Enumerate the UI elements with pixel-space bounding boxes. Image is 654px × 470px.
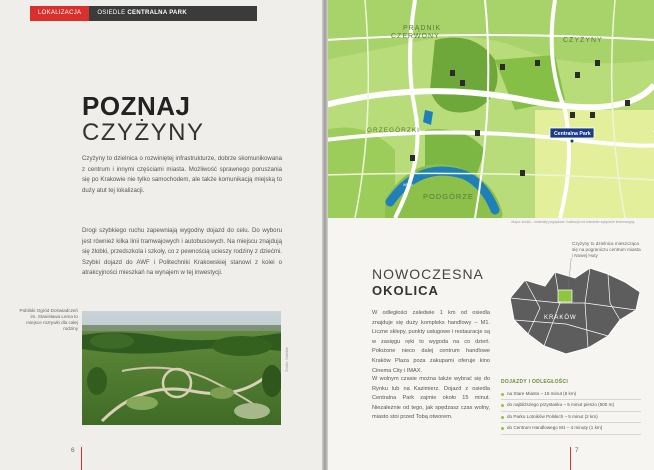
section-title-line2: OKOLICA bbox=[372, 283, 439, 298]
page-number-rule bbox=[570, 447, 571, 470]
estate-marker-label: Centralna Park bbox=[554, 131, 591, 137]
page-title-line1: POZNAJ bbox=[82, 91, 191, 121]
bullet-icon bbox=[501, 416, 504, 419]
bullet-icon bbox=[501, 393, 504, 396]
section-title-line1: NOWOCZESNA bbox=[372, 266, 484, 282]
map-label-czyzyny: CZYŻYNY bbox=[563, 37, 603, 44]
access-item-text: do najbliższego przystanku – 5 minut pieszo (500 m) bbox=[507, 402, 614, 408]
photo-credit: Źródło: Satellite bbox=[285, 347, 289, 372]
right-page bbox=[325, 0, 654, 470]
czyzyny-highlight bbox=[558, 290, 572, 302]
page-number: 7 bbox=[575, 447, 579, 454]
map-label-pradnik: PRĄDNIK CZERWONY bbox=[391, 25, 442, 40]
list-item bbox=[501, 400, 641, 411]
estate-prefix: OSIEDLE bbox=[97, 10, 126, 16]
map-label-river: Wisła bbox=[403, 182, 413, 187]
list-item bbox=[501, 412, 641, 423]
transport-paragraph: Drogi szybkiego ruchu zapewniają wygodny dojazd do celu. Do wyboru jest również kilka linii tramwajowych i autobusowych. Na miejscu znajdują się żłobki, przedszkola i szkoły, co z pewnością ucieszy rodziny z dziećmi. Szybki dojazd do AWF i Politechniki Krakowskiej stanowi z kolei o atrakcyjności mieszkań na wynajem w tej inwestycji. bbox=[82, 227, 282, 277]
access-list bbox=[501, 389, 641, 435]
page-number: 6 bbox=[71, 447, 75, 454]
left-page bbox=[0, 0, 325, 470]
access-title: DOJAZDY I ODLEGŁOŚCI bbox=[501, 379, 569, 385]
map-label-podgorze: PODGÓRZE bbox=[423, 192, 474, 201]
map-label-grzegorzki: GRZEGÓRZKI bbox=[367, 127, 420, 134]
krakow-city-map bbox=[500, 258, 645, 360]
park-aerial-photo bbox=[82, 311, 281, 425]
access-item-text: do Parku Lotników Polskich – 5 minut (2 km) bbox=[507, 413, 598, 419]
section-header bbox=[30, 6, 257, 21]
city-map-caption: Czyżyny to dzielnica mieszcząca się na pograniczu centrum miasta i Nowej Huty bbox=[572, 241, 641, 258]
shopping-paragraph: W odległości zaledwie 1 km od osiedla znajduje się duży kompleks handlowy – M1. Liczne sklepy, punkty usługowe i restauracje są w zasięgu ręki to wygoda na co dzień. Położone nieco dalej centrum handlowe Kraków Plaza poza zakupami oferuje kino Cinema City i IMAX. bbox=[372, 310, 490, 374]
list-item bbox=[501, 389, 641, 400]
city-label: KRAKÓW bbox=[544, 315, 577, 321]
page-number-rule bbox=[81, 447, 82, 470]
bullet-icon bbox=[501, 427, 504, 430]
page-title-line2: CZYŻYNY bbox=[82, 119, 205, 146]
photo-caption: Pobliski Ogród Doświadczeń im. Stanisława Lema to miejsce rozrywki dla całej rodziny bbox=[19, 308, 78, 331]
section-tab: LOKALIZACJA bbox=[30, 6, 89, 21]
list-item bbox=[501, 423, 641, 434]
map-credit: Mapa: źródło – materiały poglądowe. Ilustracja ma charakter wyłącznie informacyjny. bbox=[511, 220, 635, 224]
estate-tab bbox=[89, 6, 257, 21]
leisure-paragraph: W wolnym czasie można także wybrać się do Rynku lub na Kazimierz. Dojazd z osiedla Centralna Park zajmie około 15 minut. Niezależnie od tego, jak spędzasz czas wolny, miasto stoi przed Tobą otworem. bbox=[372, 376, 490, 421]
intro-paragraph: Czyżyny to dzielnica o rozwiniętej infrastrukturze, dobrze skomunikowana z centrum i innymi częściami miasta. Możliwość sprawnego poruszania się po Krakowie nie tylko samochodem, ale także komunikacją miejską to duży atut tej lokalizacji. bbox=[82, 155, 282, 194]
district-map bbox=[325, 0, 654, 218]
access-item-text: do Centrum Handlowego M1 – 4 minuty (1 km) bbox=[507, 425, 603, 431]
access-item-text: na Stare Miasto – 15 minut (6 km) bbox=[507, 391, 577, 396]
bullet-icon bbox=[501, 404, 504, 407]
estate-name: CENTRALNA PARK bbox=[127, 10, 187, 16]
book-spine bbox=[322, 0, 328, 470]
